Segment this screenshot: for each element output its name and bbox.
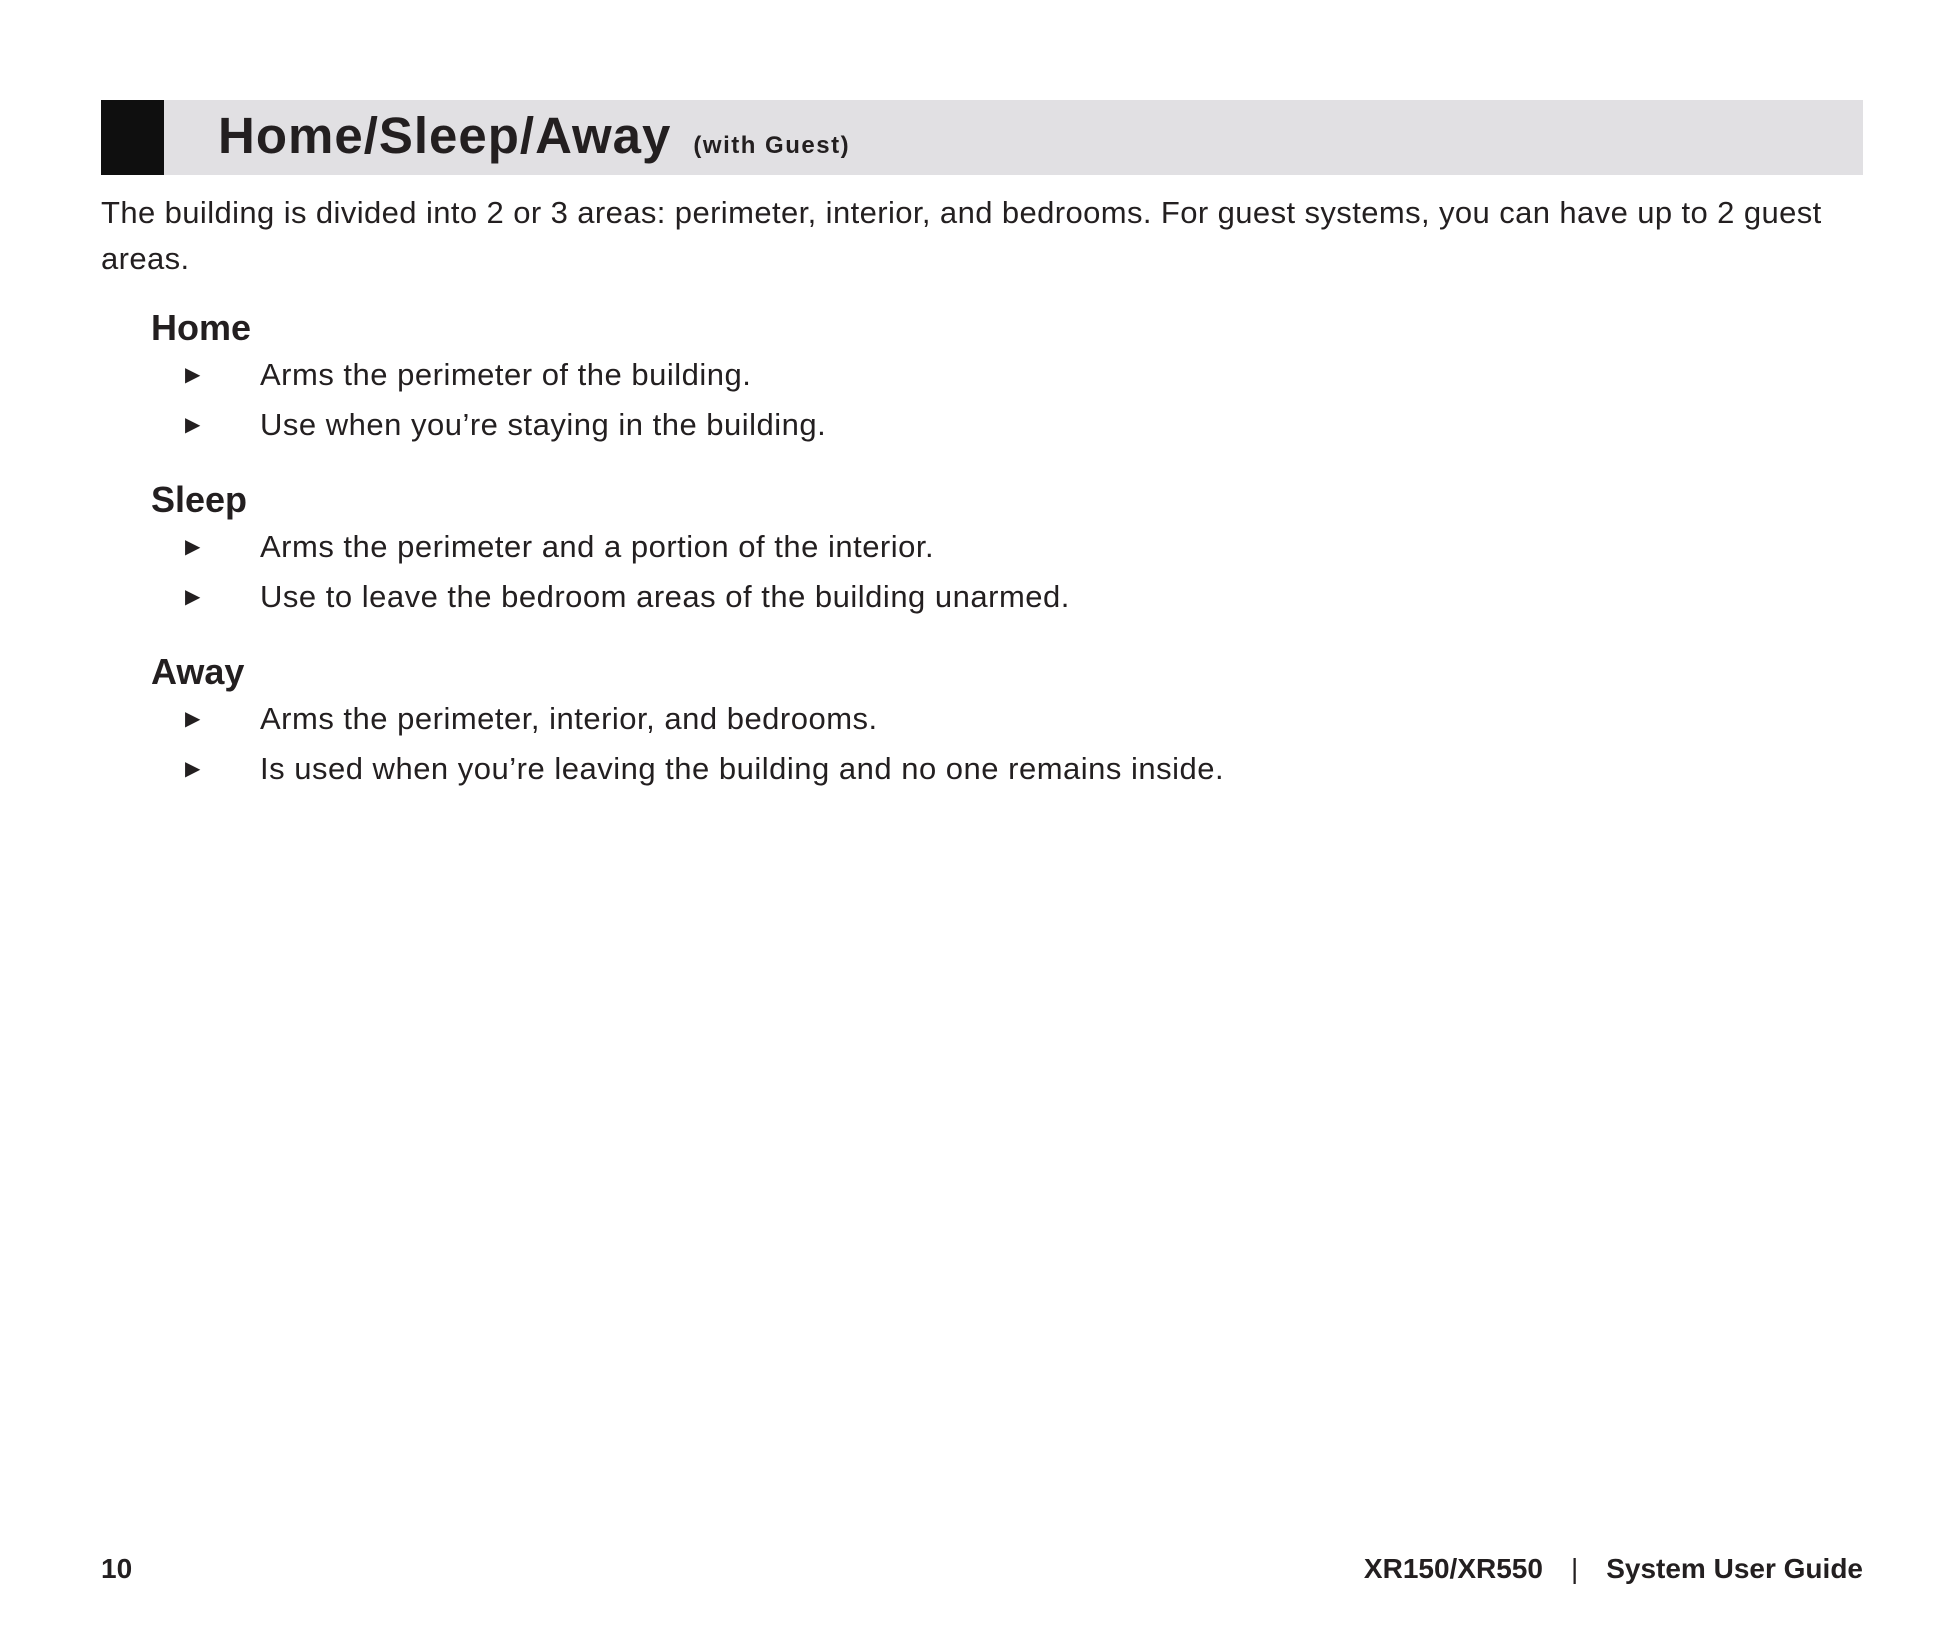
section-away	[151, 650, 1225, 794]
list-item-text: Arms the perimeter of the building.	[260, 357, 752, 392]
triangle-bullet-icon: ▶	[185, 414, 201, 436]
section-heading-sleep: Sleep	[151, 479, 248, 520]
list-item-text: Use to leave the bedroom areas of the building unarmed.	[260, 579, 1070, 614]
list-item	[151, 572, 1070, 622]
item-list-home	[151, 350, 827, 450]
item-list-sleep	[151, 522, 1070, 622]
list-item	[151, 350, 752, 400]
list-item-text: Is used when you’re leaving the building and no one remains inside.	[260, 751, 1225, 786]
list-item	[151, 744, 1225, 794]
section-title	[218, 106, 850, 172]
footer-model: XR150/XR550	[1363, 1553, 1543, 1584]
section-sleep	[151, 478, 1070, 622]
footer-separator: |	[1570, 1553, 1579, 1584]
list-item	[151, 400, 827, 450]
triangle-bullet-icon: ▶	[185, 586, 201, 608]
triangle-bullet-icon: ▶	[185, 758, 201, 780]
title-subtitle: (with Guest)	[693, 132, 851, 159]
triangle-bullet-icon: ▶	[185, 364, 201, 386]
triangle-bullet-icon: ▶	[185, 536, 201, 558]
title-main: Home/Sleep/Away	[218, 107, 672, 164]
section-title-bar	[101, 100, 1863, 175]
section-home	[151, 306, 827, 450]
list-item	[151, 694, 878, 744]
title-marker-block	[101, 100, 164, 175]
section-heading-home: Home	[151, 307, 252, 348]
list-item-text: Arms the perimeter, interior, and bedrooms.	[260, 701, 878, 736]
list-item	[151, 522, 935, 572]
footer-guide-title	[1364, 1553, 1863, 1585]
list-item-text: Arms the perimeter and a portion of the interior.	[260, 529, 935, 564]
page-number: 10	[101, 1553, 133, 1584]
triangle-bullet-icon: ▶	[185, 708, 201, 730]
section-heading-away: Away	[151, 651, 245, 692]
intro-paragraph: The building is divided into 2 or 3 areas: perimeter, interior, and bedrooms. For guest systems, you can have up to 2 guest areas.	[101, 195, 1822, 276]
item-list-away	[151, 694, 1225, 794]
footer-guide-name: System User Guide	[1606, 1553, 1863, 1584]
list-item-text: Use when you’re staying in the building.	[260, 407, 827, 442]
